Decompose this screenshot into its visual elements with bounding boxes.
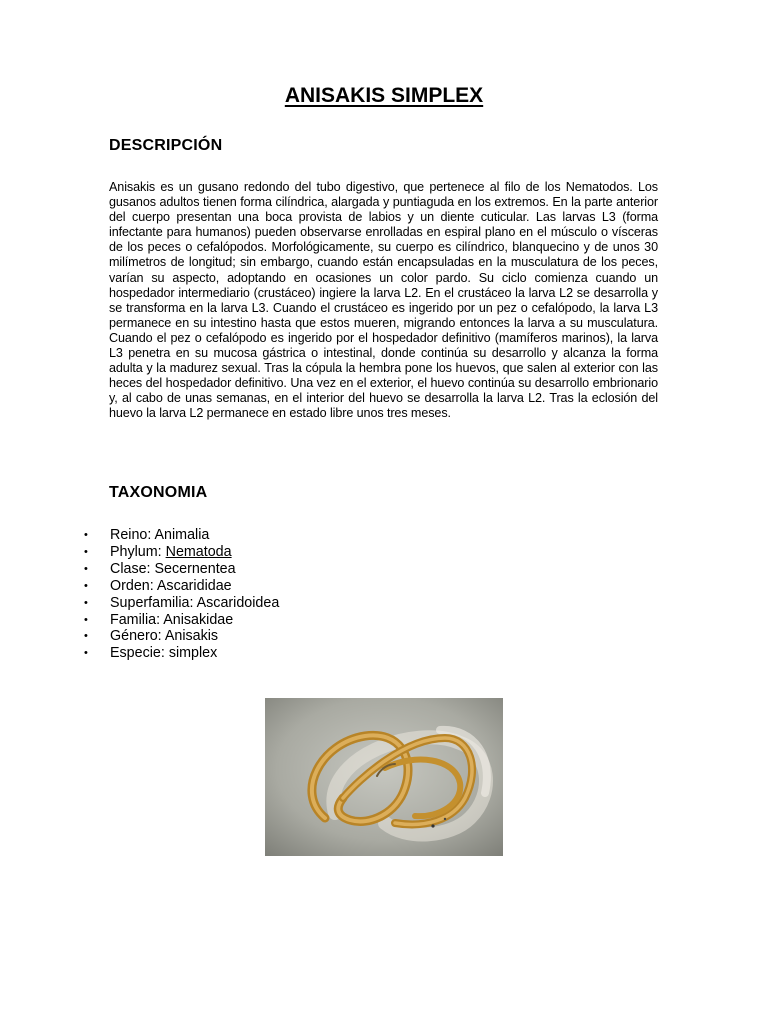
taxonomy-heading: TAXONOMIA — [109, 484, 208, 501]
nematoda-link[interactable]: Nematoda — [165, 543, 232, 560]
bullet-icon: • — [84, 647, 88, 660]
bullet-icon: • — [84, 596, 88, 609]
taxonomy-item-genero — [84, 628, 279, 645]
taxonomy-item-reino — [84, 527, 279, 544]
taxonomy-value: Ascaridoidea — [196, 594, 280, 611]
description-body: Anisakis es un gusano redondo del tubo digestivo, que pertenece al filo de los Nematodos. Los gusanos adultos tienen forma cilíndrica, alargada y puntiaguda en los extremos. En la parte anterior del cuerpo presentan una boca provista de labios y un diente cuticular. Las larvas L3 (forma infectante para humanos) pueden observarse enrolladas en espiral plano en el músculo o vísceras de los peces o cefalópodos. Morfológicamente, su cuerpo es cilíndrico, blanquecino y de unos 30 milímetros de longitud; sin embargo, cuando están encapsuladas en la musculatura de los peces, varían su aspecto, adoptando en ocasiones un color pardo. Su ciclo comienza cuando un hospedador intermediario (crustáceo) ingiere la larva L2. En el crustáceo la larva L2 se desarrolla y se transforma en la larva L3. Cuando el crustáceo es ingerido por un pez o cefalópodo, la larva L3 permanece en su intestino hasta que estos mueren, migrando entonces la larva a su musculatura. Cuando el pez o cefalópodo es ingerido por el hospedador definitivo (mamíferos marinos), la larva L3 penetra en su mucosa gástrica o intestinal, donde continúa su desarrollo y alcanza la forma adulta y la madurez sexual. Tras la cópula la hembra pone los huevos, que salen al exterior con las heces del hospedador definitivo. Una vez en el exterior, el huevo continúa su desarrollo embrionario y, al cabo de unas semanas, en el interior del huevo se desarrolla la larva L2. Tras la eclosión del huevo la larva L2 permanece en estado libre unos tres meses. — [109, 180, 658, 421]
taxonomy-item-especie — [84, 645, 279, 662]
taxonomy-label: Especie: — [110, 645, 169, 662]
taxonomy-label: Superfamilia: — [110, 594, 197, 611]
taxonomy-list — [84, 527, 279, 662]
taxonomy-label: Orden: — [110, 577, 157, 594]
taxonomy-label: Familia: — [110, 611, 164, 628]
bullet-icon: • — [84, 529, 88, 541]
taxonomy-value: Secernentea — [154, 560, 236, 577]
taxonomy-value: Anisakis — [164, 628, 219, 645]
bullet-icon: • — [84, 562, 88, 575]
anisakis-photo — [265, 698, 503, 856]
taxonomy-value: Anisakidae — [163, 611, 234, 628]
taxonomy-item-orden — [84, 578, 279, 595]
bullet-icon: • — [84, 613, 88, 626]
taxonomy-label: Phylum: — [110, 543, 166, 560]
taxonomy-value: simplex — [168, 645, 218, 662]
taxonomy-label: Clase: — [110, 560, 155, 577]
taxonomy-item-familia — [84, 612, 279, 629]
bullet-icon: • — [84, 545, 88, 558]
taxonomy-value: Animalia — [154, 527, 210, 543]
taxonomy-label: Reino: — [110, 527, 155, 543]
taxonomy-value: Ascarididae — [156, 577, 232, 594]
description-heading: DESCRIPCIÓN — [109, 137, 223, 154]
bullet-icon: • — [84, 579, 88, 592]
taxonomy-item-superfamilia — [84, 595, 279, 612]
page-title: ANISAKIS SIMPLEX — [284, 84, 484, 107]
taxonomy-item-clase — [84, 561, 279, 578]
taxonomy-label: Género: — [110, 628, 165, 645]
taxonomy-item-phylum — [84, 544, 279, 561]
bullet-icon: • — [84, 630, 88, 643]
